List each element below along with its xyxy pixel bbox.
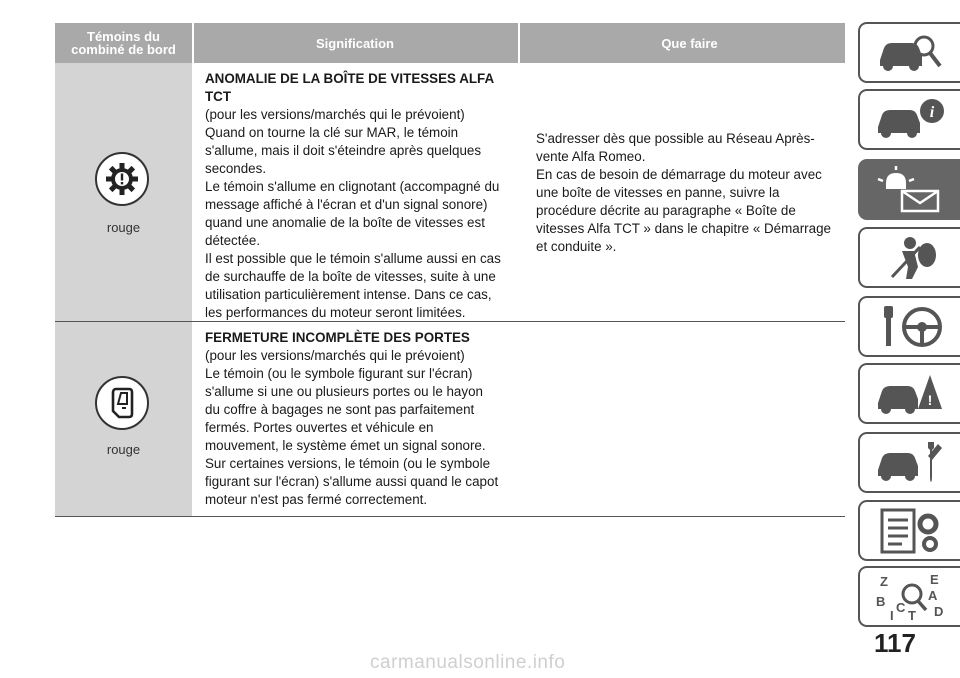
header-meaning-column: Signification [316,35,394,51]
tab-technical-data[interactable] [858,500,960,561]
meaning-line: fermés. Portes ouvertes et véhicule en [205,420,434,435]
tab-emergency[interactable] [858,363,960,424]
action-line: S'adresser dès que possible au Réseau Après- [536,131,815,146]
svg-text:T: T [908,607,916,622]
svg-text:B: B [876,593,886,609]
svg-text:C: C [896,599,906,615]
warning-title: ANOMALIE DE LA BOÎTE DE VITESSES ALFA [205,71,495,86]
tab-starting-driving[interactable] [858,296,960,357]
table-header [55,23,845,63]
header-divider [518,23,520,63]
gear-warning-icon [95,152,149,206]
action-line: procédure décrite au paragraphe « Boîte de [536,203,796,218]
alphabet-index-icon [872,572,948,622]
meaning-line: Le témoin s'allume en clignotant (accompagné du [205,179,500,194]
meaning-line: détectée. [205,233,261,248]
tab-car-info[interactable] [858,89,960,150]
meaning-line: Il est possible que le témoin s'allume aussi en cas [205,251,501,266]
warning-title: FERMETURE INCOMPLÈTE DES PORTES [205,330,470,345]
tab-car-search[interactable] [858,22,960,83]
meaning-line: du coffre à bagages ne sont pas parfaitement [205,402,475,417]
car-search-icon [872,28,948,78]
svg-text:D: D [934,603,944,619]
meaning-line: Le témoin (ou le symbole figurant sur l'écran) [205,366,473,381]
meaning-line: s'allume, mais il doit s'éteindre après quelques [205,143,482,158]
meaning-line: quand une anomalie de la boîte de vitesses est [205,215,485,230]
table-row [55,322,845,517]
svg-text:A: A [928,587,938,603]
key-steering-wheel-icon [872,302,948,352]
action-cell [536,130,841,256]
action-line: et conduite ». [536,239,617,254]
meaning-line: Sur certaines versions, le témoin (ou le symbole [205,456,491,471]
indicator-cell [55,322,192,516]
meaning-cell [205,329,525,509]
meaning-cell [205,70,525,322]
car-wrench-icon [872,438,948,488]
header-indicator-column: Témoins du combiné de bord [71,29,176,57]
table-row [55,63,845,322]
svg-text:i: i [929,103,935,121]
warning-light-message-icon [872,165,948,215]
warning-title: TCT [205,89,232,104]
tab-index[interactable] [858,566,960,627]
svg-text:I: I [890,607,894,622]
meaning-line: s'allume si une ou plusieurs portes ou le hayon [205,384,483,399]
table-body [55,63,845,517]
indicator-color-label: rouge [106,442,141,457]
action-line: En cas de besoin de démarrage du moteur avec [536,167,822,182]
indicator-cell [55,63,192,321]
svg-text:E: E [930,571,939,587]
indicator-color-label: rouge [106,220,141,235]
airbag-seat-icon [872,233,948,283]
car-info-icon [872,95,948,145]
meaning-line: les performances du moteur seront limitées. [205,305,466,320]
meaning-line: mouvement, le système émet un signal sonore. [205,438,486,453]
meaning-line: utilisation particulièrement intense. Dans ce cas, [205,287,492,302]
car-crash-icon [872,369,948,419]
action-line: vitesses Alfa TCT » dans le chapitre « Démarrage [536,221,831,236]
page-number: 117 [874,628,916,658]
meaning-line: de surchauffe de la boîte de vitesses, suite à une [205,269,496,284]
svg-text:Z: Z [880,573,888,589]
tab-safety[interactable] [858,227,960,288]
spec-list-gear-icon [872,506,948,556]
meaning-line: (pour les versions/marchés qui le prévoient) [205,107,465,122]
action-line: une boîte de vitesses en panne, suivre la [536,185,780,200]
meaning-line: Quand on tourne la clé sur MAR, le témoin [205,125,459,140]
tab-warning-lights[interactable] [858,159,960,220]
meaning-line: message affiché à l'écran et d'un signal sonore) [205,197,488,212]
door-open-icon [95,376,149,430]
tab-maintenance[interactable] [858,432,960,493]
header-action-column: Que faire [661,35,718,51]
meaning-line: figurant sur l'écran) s'allume aussi quand le capot [205,474,499,489]
meaning-line: secondes. [205,161,267,176]
watermark: carmanualsonline.info [370,652,566,673]
meaning-line: (pour les versions/marchés qui le prévoient) [205,348,465,363]
meaning-line: moteur n'est pas fermé correctement. [205,492,428,507]
action-line: vente Alfa Romeo. [536,149,646,164]
svg-text:!: ! [927,391,933,408]
